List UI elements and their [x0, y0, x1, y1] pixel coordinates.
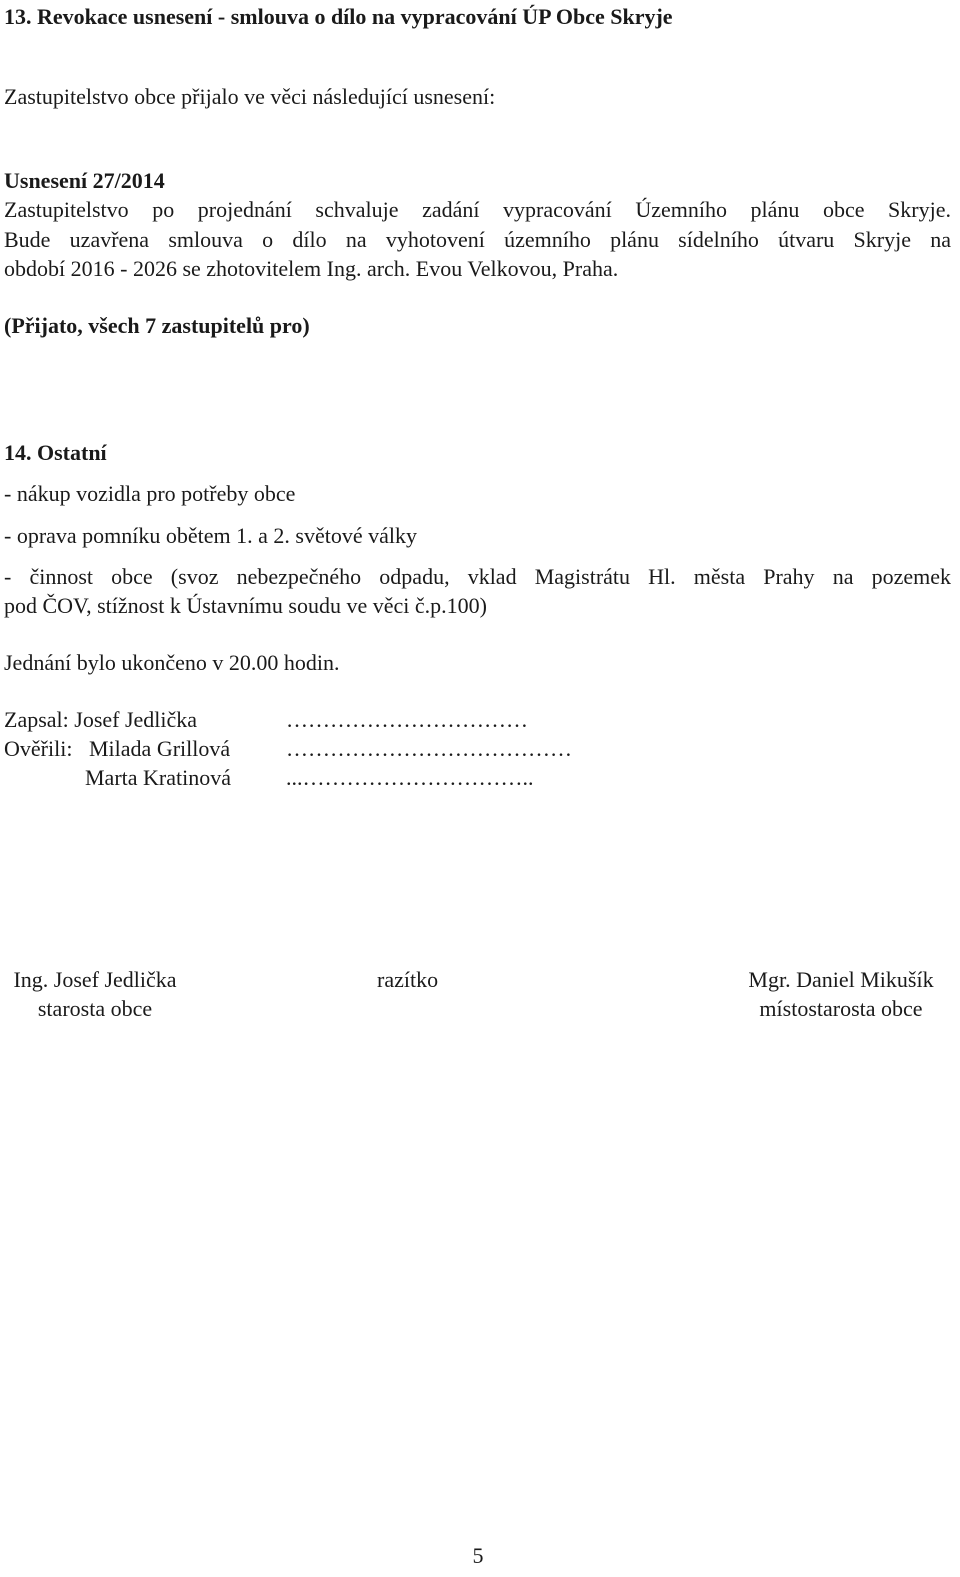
verifier-2-signature-line: ...………………………….. [286, 765, 534, 790]
section-13-heading: 13. Revokace usnesení - smlouva o dílo na vypracování ÚP Obce Skryje [4, 4, 673, 29]
section-14-item-2: - oprava pomníku obětem 1. a 2. světové války [4, 523, 418, 548]
recorded-by-name: Josef Jedlička [74, 707, 198, 732]
section-14-item-3-continued: pod ČOV, stížnost k Ústavnímu soudu ve věci č.p.100) [4, 593, 487, 618]
verified-by-label: Ověřili: [4, 736, 73, 761]
section-14-item-3: - činnost obce (svoz nebezpečného odpadu, vklad Magistrátu Hl. města Prahy na pozemek [4, 564, 951, 589]
deputy-mayor-block [728, 965, 954, 1023]
deputy-mayor-name: Mgr. Daniel Mikušík [748, 967, 934, 992]
verifier-1-name: Milada Grillová [89, 736, 231, 761]
stamp-placeholder: razítko [377, 967, 439, 992]
mayor-block [0, 965, 190, 1023]
verifier-1-signature-line: ………………………………… [286, 736, 572, 761]
resolution-text-line-3: období 2016 - 2026 se zhotovitelem Ing. arch. Evou Velkovou, Praha. [4, 256, 619, 281]
recorded-by-signature-line: …………………………… [286, 707, 528, 732]
page-number: 5 [472, 1543, 484, 1568]
mayor-role: starosta obce [37, 996, 153, 1021]
mayor-name: Ing. Josef Jedlička [13, 967, 177, 992]
resolution-text-line-2: Bude uzavřena smlouva o dílo na vyhotovení územního plánu sídelního útvaru Skryje na [4, 227, 951, 252]
deputy-mayor-role: místostarosta obce [759, 996, 923, 1021]
resolution-number: Usnesení 27/2014 [4, 168, 165, 193]
section-13-intro: Zastupitelstvo obce přijalo ve věci následující usnesení: [4, 84, 496, 109]
resolution-text-line-1: Zastupitelstvo po projednání schvaluje zadání vypracování Územního plánu obce Skryje. [4, 197, 951, 222]
verifier-2-name: Marta Kratinová [85, 765, 231, 790]
vote-result: (Přijato, všech 7 zastupitelů pro) [4, 313, 310, 338]
section-14-heading: 14. Ostatní [4, 440, 107, 465]
section-14-item-1: - nákup vozidla pro potřeby obce [4, 481, 296, 506]
recorded-by [4, 705, 197, 734]
closing-statement: Jednání bylo ukončeno v 20.00 hodin. [4, 650, 340, 675]
recorded-by-label: Zapsal: [4, 707, 69, 732]
